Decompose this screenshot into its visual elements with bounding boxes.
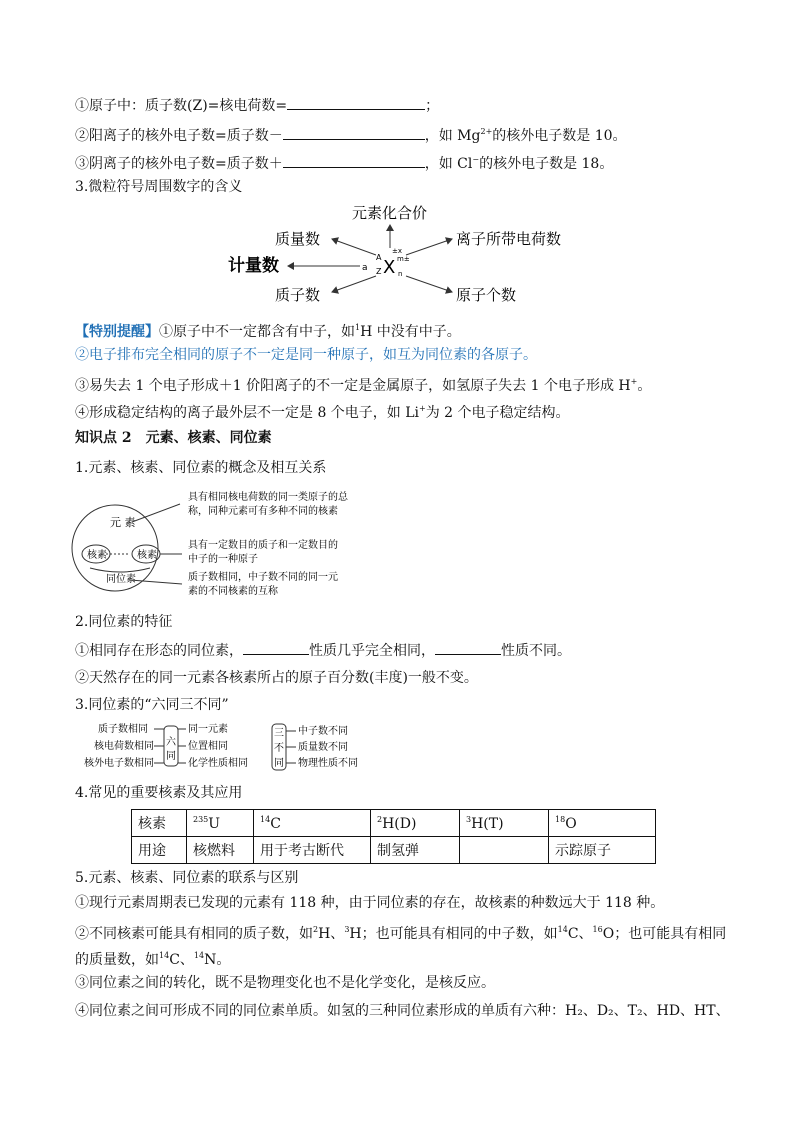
svg-text:位置相同: 位置相同 <box>188 741 228 752</box>
table-row: 用途 核燃料 用于考古断代 制氢弹 示踪原子 <box>132 837 656 864</box>
anion-electron-line: ③阴离子的核外电子数=质子数＋ ，如 Cl−的核外电子数是 18。 <box>75 155 614 172</box>
proton-number-line: ①原子中：质子数(Z)=核电荷数= ； <box>75 95 439 116</box>
svg-text:同: 同 <box>274 758 284 769</box>
relations-line-1: ①现行元素周期表已发现的元素有 118 种，由于同位素的存在，故核素的种数远大于 118 种。 <box>75 895 665 911</box>
section-title-relations: 5.元素、核素、同位素的联系与区别 <box>75 870 299 886</box>
section-title-concepts: 1.元素、核素、同位素的概念及相互关系 <box>75 460 327 476</box>
arrow-proton <box>332 276 376 292</box>
svg-text:化学性质相同: 化学性质相同 <box>188 758 248 769</box>
svg-text:中子数不同: 中子数不同 <box>298 726 348 737</box>
element-note-2: 称，同种元素可有多种不同的核素 <box>188 506 338 517</box>
svg-text:核电荷数相同: 核电荷数相同 <box>94 741 154 752</box>
atom-count-label: 原子个数 <box>456 286 517 304</box>
symbol-diagram <box>220 198 580 306</box>
answer-blank[interactable] <box>243 640 309 655</box>
symbol-element: X <box>383 257 396 278</box>
isotope-label: 同位素 <box>106 574 136 585</box>
nuclide-right-label: 核素 <box>137 550 157 561</box>
isotope-note-1: 质子数相同，中子数不同的同一元 <box>188 572 338 583</box>
isotope-note-2: 素的不同核素的互称 <box>188 586 278 597</box>
svg-text:三: 三 <box>274 728 284 739</box>
svg-text:不: 不 <box>274 743 284 754</box>
arrow-mass <box>332 239 376 255</box>
svg-text:核外电子数相同: 核外电子数相同 <box>84 758 154 769</box>
svg-text:质量数不同: 质量数不同 <box>298 742 348 753</box>
svg-text:物理性质不同: 物理性质不同 <box>298 758 358 769</box>
relations-line-2: ②不同核素可能具有相同的质子数，如$^2$H、$^3$H；也可能具有相同的中子数，如$^{14}$C、$^{16}$O；也可能具有相同 <box>75 925 727 942</box>
nuclide-left-label: 核素 <box>87 550 107 561</box>
tip-1: 【特别提醒】①原子中不一定都含有中子，如$^1$H 中没有中子。 <box>75 323 461 340</box>
ion-charge-label: 离子所带电荷数 <box>456 230 562 248</box>
element-note-1: 具有相同核电荷数的同一类原子的总 <box>188 492 348 503</box>
tip-3: ③易失去 1 个电子形成＋1 价阳离子的不一定是金属原子，如氢原子失去 1 个电子形成 H+。 <box>75 377 652 394</box>
nuclide-note-1: 具有一定数目的质子和一定数目的 <box>188 540 338 551</box>
svg-text:质子数相同: 质子数相同 <box>98 724 148 735</box>
arrow-atom-count <box>406 276 452 292</box>
six-three-diagram <box>72 718 372 774</box>
relations-line-4: ④同位素之间可形成不同的同位素单质。如氢的三种同位素形成的单质有六种：H₂、D₂、T₂、HD、HT、 <box>75 1003 730 1019</box>
answer-blank[interactable] <box>283 153 425 168</box>
symbol-coefficient: a <box>362 263 368 273</box>
proton-number-label: 质子数 <box>275 286 321 304</box>
cation-electron-line: ②阳离子的核外电子数=质子数－ ，如 $Mg^{2+}$的核外电子数是 10。 <box>75 127 627 144</box>
features-line-1: ①相同存在形态的同位素， 性质几乎完全相同， 性质不同。 <box>75 640 571 661</box>
concept-diagram <box>70 486 370 602</box>
mass-number-label: 质量数 <box>275 230 321 248</box>
element-label: 元 素 <box>110 516 136 529</box>
svg-text:六: 六 <box>166 737 176 748</box>
tip-heading: 【特别提醒】 <box>75 324 159 340</box>
table-row: 核素 $^{235}$U $^{14}$C $^2$H(D) $^3$H(T) $^{18}$O <box>132 810 656 837</box>
section-title-symbol: 3.微粒符号周围数字的含义 <box>75 179 243 195</box>
knowledge-point-title: 知识点 2 元素、核素、同位素 <box>75 430 272 446</box>
section-title-features: 2.同位素的特征 <box>75 614 173 630</box>
relations-line-3: ③同位素之间的转化，既不是物理变化也不是化学变化，是核反应。 <box>75 975 495 991</box>
arrow-charge <box>406 239 452 255</box>
svg-text:同一元素: 同一元素 <box>188 724 228 735</box>
answer-blank[interactable] <box>283 125 425 140</box>
symbol-mass: A <box>376 253 382 262</box>
answer-blank[interactable] <box>287 95 425 110</box>
nuclide-table <box>131 809 656 864</box>
relations-line-2b: 的质量数，如$^{14}$C、$^{14}$N。 <box>75 951 231 968</box>
symbol-valence-mark: ±x <box>392 247 403 255</box>
tip-4: ④形成稳定结构的离子最外层不一定是 8 个电子，如 Li+为 2 个电子稳定结构。 <box>75 404 570 421</box>
valence-label: 元素化合价 <box>352 204 428 222</box>
section-title-six-three: 3.同位素的“六同三不同” <box>75 697 229 713</box>
count-label: 计量数 <box>228 256 279 276</box>
symbol-atomic: Z <box>376 267 382 276</box>
answer-blank[interactable] <box>435 640 501 655</box>
symbol-charge: m± <box>397 255 410 263</box>
nuclide-note-2: 中子的一种原子 <box>188 554 258 565</box>
tip-2: ②电子排布完全相同的原子不一定是同一种原子，如互为同位素的各原子。 <box>75 347 537 363</box>
symbol-count-sub: n <box>398 270 403 278</box>
section-title-nuclides: 4.常见的重要核素及其应用 <box>75 785 243 801</box>
features-line-2: ②天然存在的同一元素各核素所占的原子百分数(丰度)一般不变。 <box>75 670 478 686</box>
svg-text:同: 同 <box>166 751 176 762</box>
